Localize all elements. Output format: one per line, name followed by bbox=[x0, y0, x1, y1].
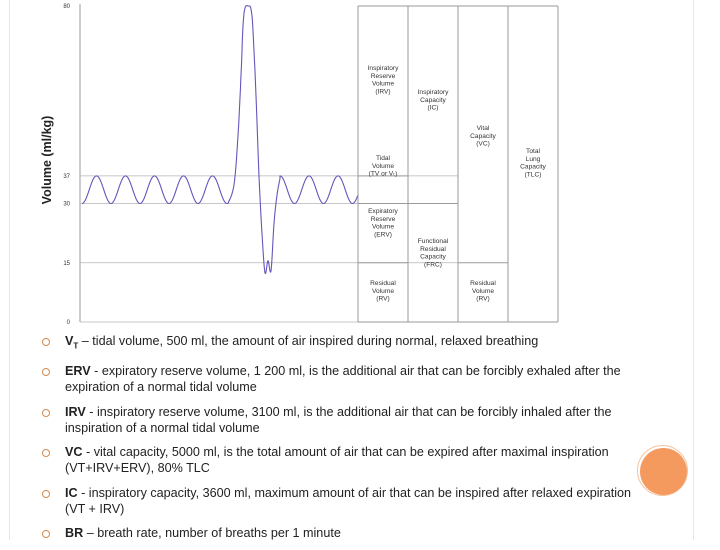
y-tick-label: 0 bbox=[66, 320, 70, 326]
box-label-line: Residual bbox=[420, 245, 446, 253]
bullet-term: IC bbox=[65, 485, 78, 500]
box-label-tlc bbox=[520, 148, 546, 178]
box-label-line: Lung bbox=[525, 155, 541, 163]
box-label-line: (TV or Vₜ) bbox=[368, 170, 398, 178]
bullet-marker bbox=[42, 449, 50, 457]
bullet-text: – tidal volume, 500 ml, the amount of air inspired during normal, relaxed breathing bbox=[78, 334, 539, 348]
box-label-line: Volume bbox=[372, 287, 394, 295]
box-label-frc bbox=[418, 238, 449, 268]
y-tick-label: 30 bbox=[63, 201, 70, 208]
box-label-line: (ERV) bbox=[374, 231, 392, 239]
bullet-term: IRV bbox=[65, 404, 86, 419]
box-label-line: (RV) bbox=[476, 295, 490, 303]
slide-border-left bbox=[9, 0, 10, 540]
definitions-list bbox=[42, 333, 632, 550]
box-label-line: Functional bbox=[417, 238, 449, 245]
box-label-line: Capacity bbox=[420, 253, 446, 261]
box-label-line: Expiratory bbox=[368, 208, 398, 215]
bullet-term: BR bbox=[65, 526, 84, 541]
bullet-text: - expiratory reserve volume, 1 200 ml, is the additional air that can be forcibly exhaled after the expiration of a normal tidal volume bbox=[65, 364, 621, 395]
y-axis-label: Volume (ml/kg) bbox=[40, 115, 54, 205]
bullet-term: VC bbox=[65, 445, 83, 460]
bullet-text: – breath rate, number of breaths per 1 minute bbox=[83, 526, 341, 541]
box-label-line: Residual bbox=[370, 280, 396, 287]
bullet-term: ERV bbox=[65, 364, 91, 379]
box-label-line: Residual bbox=[470, 280, 496, 287]
box-label-rv2 bbox=[470, 280, 496, 303]
box-label-vc bbox=[470, 125, 496, 148]
bullet-marker bbox=[42, 490, 50, 498]
bullet-erv bbox=[42, 363, 632, 395]
box-label-line: Capacity bbox=[520, 163, 546, 171]
bullet-irv bbox=[42, 404, 632, 436]
y-tick-label: 37 bbox=[63, 173, 70, 180]
bullet-marker bbox=[42, 368, 50, 376]
box-label-line: Volume bbox=[372, 162, 394, 170]
box-label-line: Reserve bbox=[370, 215, 396, 223]
box-label-line: Total bbox=[526, 148, 540, 155]
bullet-vt bbox=[42, 333, 632, 355]
bullet-marker bbox=[42, 409, 50, 417]
box-label-line: Volume bbox=[372, 223, 394, 231]
box-label-line: Capacity bbox=[470, 132, 496, 140]
bullet-br bbox=[42, 525, 632, 541]
box-label-line: (RV) bbox=[376, 295, 390, 303]
box-label-line: (FRC) bbox=[424, 261, 442, 269]
box-label-erv bbox=[368, 208, 398, 238]
slide-border-right bbox=[693, 0, 694, 540]
bullet-term: $V_T$ bbox=[65, 334, 79, 351]
box-label-rv1 bbox=[370, 280, 396, 303]
bullet-text: - inspiratory reserve volume, 3100 ml, is the additional air that can be forcibly inhaled after the inspiration of a normal tidal volume bbox=[65, 404, 612, 435]
box-label-line: Inspiratory bbox=[367, 65, 399, 72]
box-label-line: Tidal bbox=[375, 155, 391, 162]
lung-volumes-diagram bbox=[36, 0, 566, 328]
box-label-line: Volume bbox=[472, 287, 494, 295]
box-label-line: Capacity bbox=[420, 96, 446, 104]
box-label-line: Volume bbox=[372, 80, 394, 88]
box-label-line: (IRV) bbox=[375, 88, 391, 96]
box-label-line: Inspiratory bbox=[417, 89, 449, 96]
decorative-circle bbox=[640, 448, 687, 495]
box-label-tv bbox=[369, 155, 398, 178]
box-label-line: (TLC) bbox=[524, 171, 542, 179]
bullet-vc bbox=[42, 444, 632, 476]
bullet-ic bbox=[42, 485, 632, 517]
box-label-line: Reserve bbox=[370, 72, 396, 80]
box-label-ic bbox=[418, 89, 449, 112]
volume-waveform bbox=[82, 6, 358, 274]
box-label-line: Vital bbox=[476, 125, 490, 132]
bullet-marker bbox=[42, 338, 50, 346]
bullet-text: - vital capacity, 5000 ml, is the total amount of air that can be expired after maximal inspiration (VT+IRV+ERV), 80% TLC bbox=[65, 445, 609, 476]
box-label-line: (VC) bbox=[476, 140, 490, 148]
bullet-text: - inspiratory capacity, 3600 ml, maximum amount of air that can be inspired after relaxed expiration (VT + IRV) bbox=[65, 485, 632, 516]
box-label-irv bbox=[368, 65, 399, 95]
box-label-line: (IC) bbox=[427, 104, 439, 112]
y-tick-label: 80 bbox=[63, 4, 70, 10]
bullet-marker bbox=[42, 530, 50, 538]
y-tick-label: 15 bbox=[63, 260, 70, 267]
